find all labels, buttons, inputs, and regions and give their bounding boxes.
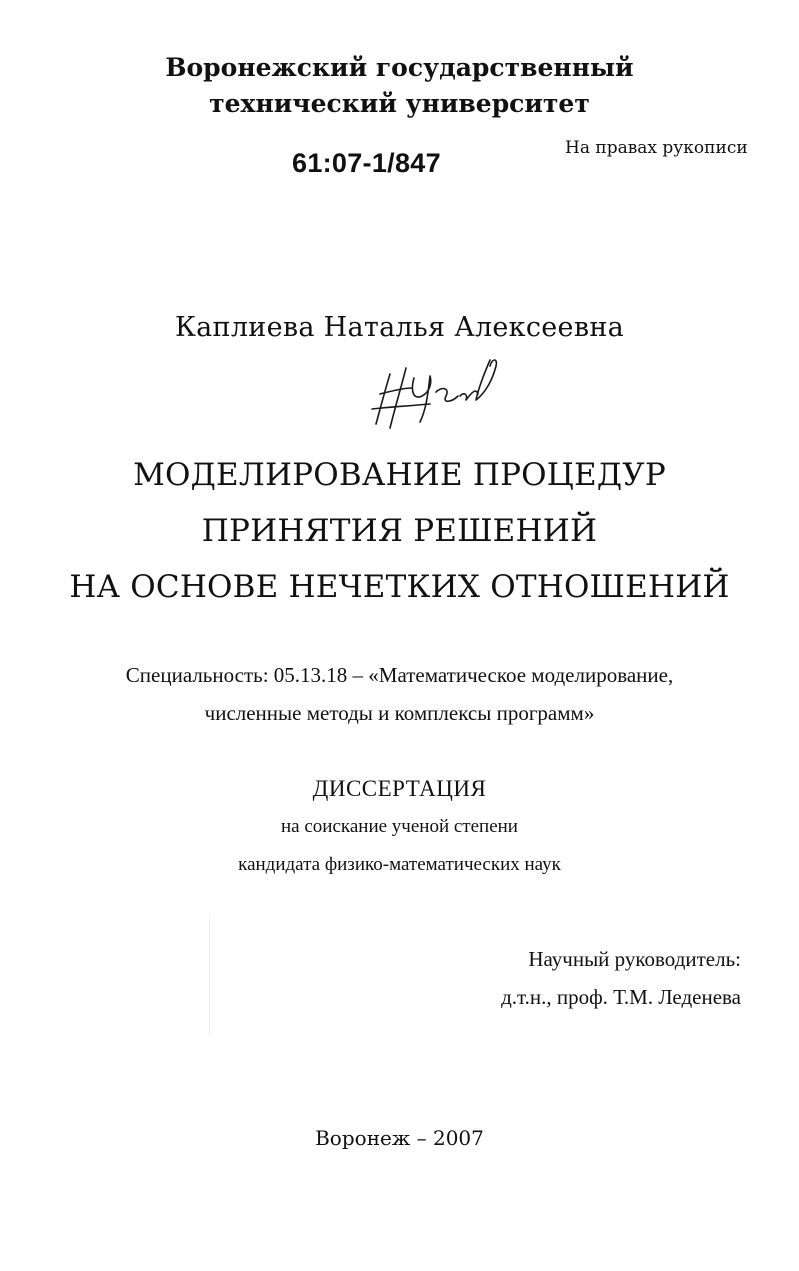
advisor-block bbox=[501, 940, 741, 1016]
place-year: Воронеж – 2007 bbox=[315, 1126, 484, 1150]
dissertation-title bbox=[0, 447, 799, 615]
advisor-label: Научный руководитель: bbox=[528, 947, 741, 971]
rights-note: На правах рукописи bbox=[565, 138, 748, 158]
dissertation-heading: ДИССЕРТАЦИЯ bbox=[312, 776, 487, 801]
signature-icon bbox=[360, 352, 510, 430]
dissertation-block bbox=[0, 770, 799, 884]
degree-line-2: кандидата физико-математических наук bbox=[238, 854, 561, 875]
advisor-name: д.т.н., проф. Т.М. Леденева bbox=[501, 985, 741, 1009]
university-name bbox=[0, 50, 799, 122]
specialty-line-2: численные методы и комплексы программ» bbox=[204, 701, 595, 725]
specialty-line-1: Специальность: 05.13.18 – «Математическое моделирование, bbox=[125, 663, 674, 687]
title-line-1: МОДЕЛИРОВАНИЕ ПРОЦЕДУР bbox=[133, 457, 666, 493]
catalog-code: 61:07-1/847 bbox=[292, 148, 441, 178]
title-line-2: ПРИНЯТИЯ РЕШЕНИЙ bbox=[201, 513, 598, 549]
title-line-3: НА ОСНОВЕ НЕЧЕТКИХ ОТНОШЕНИЙ bbox=[69, 569, 730, 605]
author-name: Каплиева Наталья Алексеевна bbox=[174, 312, 625, 343]
university-line-1: Воронежский государственный bbox=[165, 53, 634, 82]
university-line-2: технический университет bbox=[209, 89, 590, 118]
degree-line-1: на соискание ученой степени bbox=[281, 816, 518, 837]
scan-artifact-line bbox=[209, 915, 210, 1035]
specialty bbox=[0, 656, 799, 732]
